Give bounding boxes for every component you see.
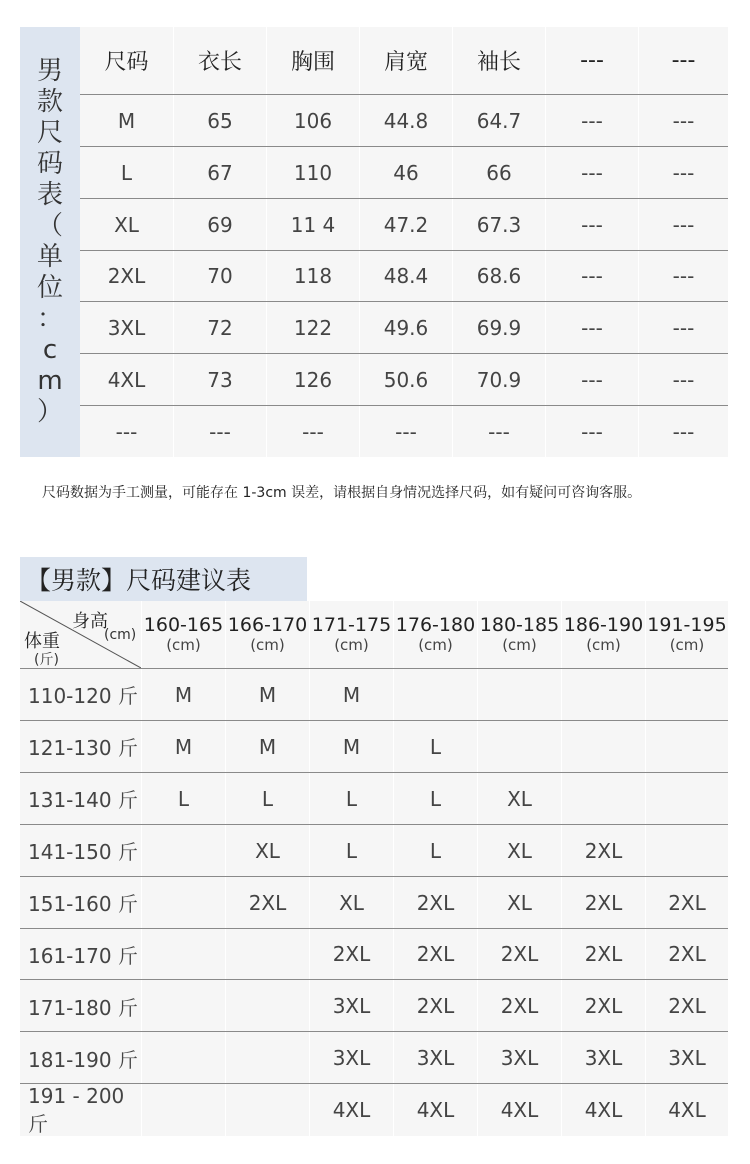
- size-chart-cell: 49.6: [359, 302, 452, 354]
- recommended-size-cell: L: [309, 825, 393, 877]
- weight-range-cell: 161-170 斤: [28, 943, 138, 968]
- size-chart-cell: ---: [545, 199, 638, 251]
- size-chart-row: [80, 405, 728, 458]
- weight-range-cell: 121-130 斤: [28, 736, 138, 761]
- recommended-size-cell: M: [309, 721, 393, 773]
- size-chart-cell: 73: [173, 354, 266, 406]
- recommended-size-cell: [141, 929, 225, 981]
- size-chart-cell: ---: [173, 406, 266, 458]
- recommended-size-cell: L: [225, 773, 309, 825]
- size-chart-cell: 3XL: [107, 316, 146, 341]
- recommended-size-cell: 2XL: [477, 980, 561, 1032]
- size-chart-cell: 106: [266, 95, 359, 147]
- size-chart-header-cell: 袖长: [452, 27, 545, 94]
- size-chart-cell: 69.9: [452, 302, 545, 354]
- height-range-header: [477, 601, 561, 668]
- recommended-size-cell: L: [393, 721, 477, 773]
- recommendation-title: 【男款】尺码建议表: [20, 557, 307, 601]
- size-chart-header-cell: 胸围: [266, 27, 359, 94]
- recommended-size-cell: [561, 721, 645, 773]
- recommended-size-cell: 2XL: [393, 980, 477, 1032]
- recommended-size-cell: M: [309, 669, 393, 721]
- size-chart-cell: L: [120, 160, 133, 185]
- size-chart-cell: 70.9: [452, 354, 545, 406]
- recommended-size-cell: M: [225, 669, 309, 721]
- size-chart-cell: ---: [638, 354, 728, 406]
- height-range-header: [645, 601, 728, 668]
- size-chart-header-cell: 尺码: [104, 50, 149, 75]
- height-axis-unit: (cm): [104, 627, 137, 643]
- size-chart-cell: 44.8: [359, 95, 452, 147]
- size-chart-cell: 64.7: [452, 95, 545, 147]
- recommendation-row: [20, 720, 728, 773]
- recommended-size-cell: 3XL: [393, 1032, 477, 1084]
- recommended-size-cell: 2XL: [393, 929, 477, 981]
- size-chart-row: [80, 301, 728, 354]
- height-unit: (cm): [334, 635, 369, 654]
- side-label-char: c: [42, 335, 58, 365]
- recommended-size-cell: 3XL: [561, 1032, 645, 1084]
- height-unit: (cm): [250, 635, 285, 654]
- height-unit: (cm): [669, 635, 705, 654]
- recommended-size-cell: 4XL: [477, 1084, 561, 1136]
- size-chart-cell: 48.4: [359, 251, 452, 303]
- recommended-size-cell: 2XL: [561, 877, 645, 929]
- recommended-size-cell: L: [309, 773, 393, 825]
- recommended-size-cell: 2XL: [561, 929, 645, 981]
- corner-header-cell: [20, 601, 141, 668]
- size-chart-header-cell: 衣长: [173, 27, 266, 94]
- size-chart-cell: 72: [173, 302, 266, 354]
- size-chart-cell: 4XL: [107, 368, 146, 393]
- height-range: 166-170: [227, 613, 308, 636]
- size-chart-cell: 122: [266, 302, 359, 354]
- recommended-size-cell: [141, 877, 225, 929]
- height-range-header: [309, 601, 393, 668]
- size-chart-cell: 110: [266, 147, 359, 199]
- recommended-size-cell: [225, 1084, 309, 1136]
- size-chart-cell: ---: [545, 251, 638, 303]
- recommendation-row: [20, 876, 728, 929]
- recommended-size-cell: 2XL: [645, 877, 728, 929]
- weight-axis-label: 体重: [24, 631, 60, 652]
- size-chart-header-cell: ---: [545, 27, 638, 94]
- size-chart-cell: ---: [266, 406, 359, 458]
- recommended-size-cell: [645, 825, 728, 877]
- size-chart-row: [80, 353, 728, 406]
- height-unit: (cm): [418, 635, 453, 654]
- height-range-header: [561, 601, 645, 668]
- recommended-size-cell: M: [141, 721, 225, 773]
- size-chart-cell: ---: [545, 95, 638, 147]
- measurement-note: 尺码数据为手工测量，可能存在 1-3cm 误差，请根据自身情况选择尺码，如有疑问可咨询客服。: [42, 485, 642, 501]
- recommendation-row: [20, 668, 728, 721]
- height-range: 171-175: [311, 613, 392, 636]
- size-chart-cell: 126: [266, 354, 359, 406]
- recommended-size-cell: XL: [309, 877, 393, 929]
- size-chart-cell: ---: [638, 406, 728, 458]
- size-chart-side-label: [20, 27, 80, 457]
- recommended-size-cell: M: [225, 721, 309, 773]
- recommended-size-cell: L: [141, 773, 225, 825]
- side-label-char: 表: [36, 180, 63, 210]
- size-chart-cell: ---: [115, 420, 138, 445]
- recommended-size-cell: XL: [225, 825, 309, 877]
- recommended-size-cell: [141, 825, 225, 877]
- side-label-char: 位: [36, 273, 63, 303]
- weight-range-cell: 191 - 200 斤: [28, 1083, 125, 1136]
- weight-axis-unit: (斤): [34, 652, 59, 668]
- weight-range-cell: 131-140 斤: [28, 788, 138, 813]
- recommended-size-cell: [477, 721, 561, 773]
- height-unit: (cm): [502, 635, 537, 654]
- recommended-size-cell: 4XL: [393, 1084, 477, 1136]
- recommended-size-cell: [141, 1084, 225, 1136]
- recommended-size-cell: 3XL: [477, 1032, 561, 1084]
- side-label-char: 男: [36, 56, 63, 86]
- recommended-size-cell: 4XL: [561, 1084, 645, 1136]
- size-chart-header-cell: ---: [638, 27, 728, 94]
- recommended-size-cell: [645, 669, 728, 721]
- recommended-size-cell: XL: [477, 773, 561, 825]
- size-chart-header-cell: 肩宽: [359, 27, 452, 94]
- size-recommendation-table: [20, 601, 728, 1136]
- recommended-size-cell: 2XL: [561, 825, 645, 877]
- height-range: 186-190: [563, 613, 644, 636]
- size-chart-table: [20, 27, 728, 457]
- recommended-size-cell: [561, 669, 645, 721]
- size-chart-cell: ---: [545, 302, 638, 354]
- recommended-size-cell: 2XL: [309, 929, 393, 981]
- height-range: 160-165: [143, 613, 224, 636]
- size-chart-cell: ---: [545, 354, 638, 406]
- recommended-size-cell: L: [393, 773, 477, 825]
- recommended-size-cell: XL: [477, 877, 561, 929]
- size-chart-cell: 70: [173, 251, 266, 303]
- recommended-size-cell: 3XL: [309, 1032, 393, 1084]
- recommended-size-cell: [561, 773, 645, 825]
- recommended-size-cell: 2XL: [393, 877, 477, 929]
- size-chart-cell: 11 4: [266, 199, 359, 251]
- recommended-size-cell: [645, 773, 728, 825]
- height-range-header: [141, 601, 225, 668]
- recommended-size-cell: [645, 721, 728, 773]
- recommendation-row: [20, 928, 728, 981]
- recommended-size-cell: [141, 1032, 225, 1084]
- size-chart-cell: 65: [173, 95, 266, 147]
- weight-range-cell: 141-150 斤: [28, 840, 138, 865]
- size-chart-cell: 50.6: [359, 354, 452, 406]
- weight-range-cell: 181-190 斤: [28, 1047, 138, 1072]
- height-range-header: [393, 601, 477, 668]
- recommended-size-cell: 3XL: [309, 980, 393, 1032]
- recommended-size-cell: M: [141, 669, 225, 721]
- recommended-size-cell: 2XL: [477, 929, 561, 981]
- height-range: 191-195: [647, 613, 727, 636]
- size-chart-grid: [80, 27, 728, 457]
- size-chart-cell: ---: [452, 406, 545, 458]
- recommendation-row: [20, 1083, 728, 1136]
- size-chart-row: [80, 198, 728, 251]
- side-label-char: ）: [36, 397, 63, 427]
- weight-range-cell: 151-160 斤: [28, 892, 138, 917]
- size-chart-cell: 47.2: [359, 199, 452, 251]
- size-chart-row: [80, 250, 728, 303]
- height-unit: (cm): [586, 635, 621, 654]
- side-label-char: 尺: [36, 118, 63, 148]
- size-chart-cell: ---: [545, 406, 638, 458]
- recommended-size-cell: [393, 669, 477, 721]
- recommended-size-cell: [225, 929, 309, 981]
- recommended-size-cell: 4XL: [645, 1084, 728, 1136]
- size-chart-cell: 2XL: [107, 264, 146, 289]
- side-label-char: 单: [36, 242, 63, 272]
- recommended-size-cell: 4XL: [309, 1084, 393, 1136]
- recommendation-row: [20, 772, 728, 825]
- recommended-size-cell: 2XL: [645, 980, 728, 1032]
- height-axis-label: 身高: [72, 611, 108, 632]
- recommended-size-cell: [141, 980, 225, 1032]
- side-label-char: （: [36, 211, 63, 241]
- size-chart-cell: ---: [638, 251, 728, 303]
- size-chart-cell: ---: [545, 147, 638, 199]
- height-range: 180-185: [479, 613, 560, 636]
- weight-range-cell: 110-120 斤: [28, 684, 138, 709]
- side-label-char: ：: [36, 304, 63, 334]
- size-chart-cell: 67.3: [452, 199, 545, 251]
- recommendation-row: [20, 824, 728, 877]
- size-chart-row: [80, 146, 728, 199]
- size-chart-cell: ---: [638, 147, 728, 199]
- recommended-size-cell: [477, 669, 561, 721]
- side-label-char: 款: [36, 87, 63, 117]
- recommendation-header-row: [20, 601, 728, 668]
- recommended-size-cell: XL: [477, 825, 561, 877]
- recommended-size-cell: [225, 1032, 309, 1084]
- size-chart-cell: ---: [359, 406, 452, 458]
- height-range-header: [225, 601, 309, 668]
- recommendation-row: [20, 1031, 728, 1084]
- height-unit: (cm): [166, 635, 201, 654]
- size-chart-cell: M: [117, 108, 136, 133]
- recommendation-row: [20, 979, 728, 1032]
- size-chart-cell: 68.6: [452, 251, 545, 303]
- recommended-size-cell: 2XL: [225, 877, 309, 929]
- size-chart-cell: ---: [638, 302, 728, 354]
- size-chart-cell: 118: [266, 251, 359, 303]
- recommended-size-cell: 3XL: [645, 1032, 728, 1084]
- size-chart-cell: ---: [638, 95, 728, 147]
- weight-range-cell: 171-180 斤: [28, 995, 138, 1020]
- recommended-size-cell: L: [393, 825, 477, 877]
- size-chart-header-row: [80, 27, 728, 94]
- recommended-size-cell: [225, 980, 309, 1032]
- side-label-char: m: [37, 366, 63, 396]
- recommended-size-cell: 2XL: [645, 929, 728, 981]
- size-chart-cell: 69: [173, 199, 266, 251]
- size-chart-row: [80, 94, 728, 147]
- recommended-size-cell: 2XL: [561, 980, 645, 1032]
- side-label-char: 码: [36, 149, 63, 179]
- height-range: 176-180: [395, 613, 476, 636]
- size-chart-cell: 67: [173, 147, 266, 199]
- size-chart-cell: ---: [638, 199, 728, 251]
- size-chart-cell: 46: [359, 147, 452, 199]
- size-chart-cell: 66: [452, 147, 545, 199]
- size-chart-cell: XL: [114, 212, 139, 237]
